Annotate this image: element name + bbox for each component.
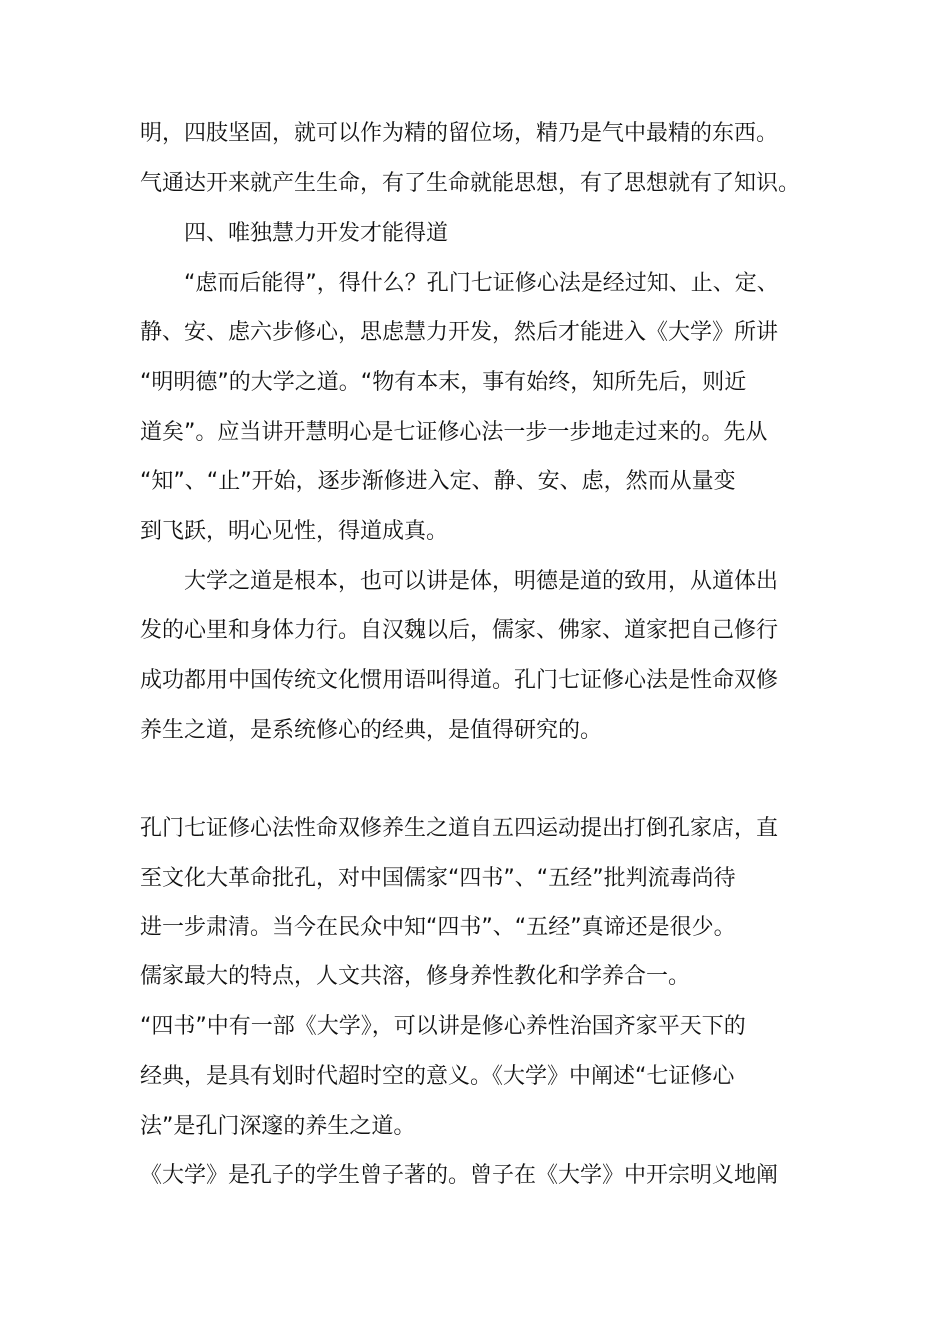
text-line: “明明德”的大学之道。“物有本末，事有始终，知所先后，则近 — [140, 370, 747, 395]
text-line: 到飞跃，明心见性，得道成真。 — [140, 519, 449, 544]
text-line: 发的心里和身体力行。自汉魏以后，儒家、佛家、道家把自己修行 — [140, 618, 779, 643]
text-line: 成功都用中国传统文化惯用语叫得道。孔门七证修心法是性命双修 — [140, 668, 779, 693]
text-line: 明，四肢坚固，就可以作为精的留位场，精乃是气中最精的东西。 — [140, 121, 779, 146]
text-line: 孔门七证修心法性命双修养生之道自五四运动提出打倒孔家店，直 — [140, 816, 779, 841]
text-line: “知”、“止”开始，逐步渐修进入定、静、安、虑，然而从量变 — [140, 469, 736, 494]
text-line: 大学之道是根本，也可以讲是体，明德是道的致用，从道体出 — [140, 569, 779, 594]
text-line: 法”是孔门深邃的养生之道。 — [140, 1114, 416, 1139]
text-line: 《大学》是孔子的学生曾子著的。曾子在《大学》中开宗明义地阐 — [140, 1163, 779, 1188]
text-line: “虑而后能得”，得什么？孔门七证修心法是经过知、止、定、 — [140, 271, 779, 296]
text-line: 静、安、虑六步修心，思虑慧力开发，然后才能进入《大学》所讲 — [140, 320, 779, 345]
text-line: 进一步肃清。当今在民众中知“四书”、“五经”真谛还是很少。 — [140, 915, 736, 940]
text-line: 儒家最大的特点，人文共溶，修身养性教化和学养合一。 — [140, 964, 691, 989]
text-line: “四书”中有一部《大学》，可以讲是修心养性治国齐家平天下的 — [140, 1014, 746, 1039]
text-line: 养生之道，是系统修心的经典，是值得研究的。 — [140, 718, 603, 743]
text-line: 经典，是具有划时代超时空的意义。《大学》中阐述“七证修心 — [140, 1064, 735, 1089]
section-heading: 四、唯独慧力开发才能得道 — [140, 221, 449, 246]
text-line: 气通达开来就产生生命，有了生命就能思想，有了思想就有了知识。 — [140, 171, 801, 196]
text-line: 道矣”。应当讲开慧明心是七证修心法一步一步地走过来的。先从 — [140, 420, 768, 445]
text-line: 至文化大革命批孔，对中国儒家“四书”、“五经”批判流毒尚待 — [140, 866, 736, 891]
